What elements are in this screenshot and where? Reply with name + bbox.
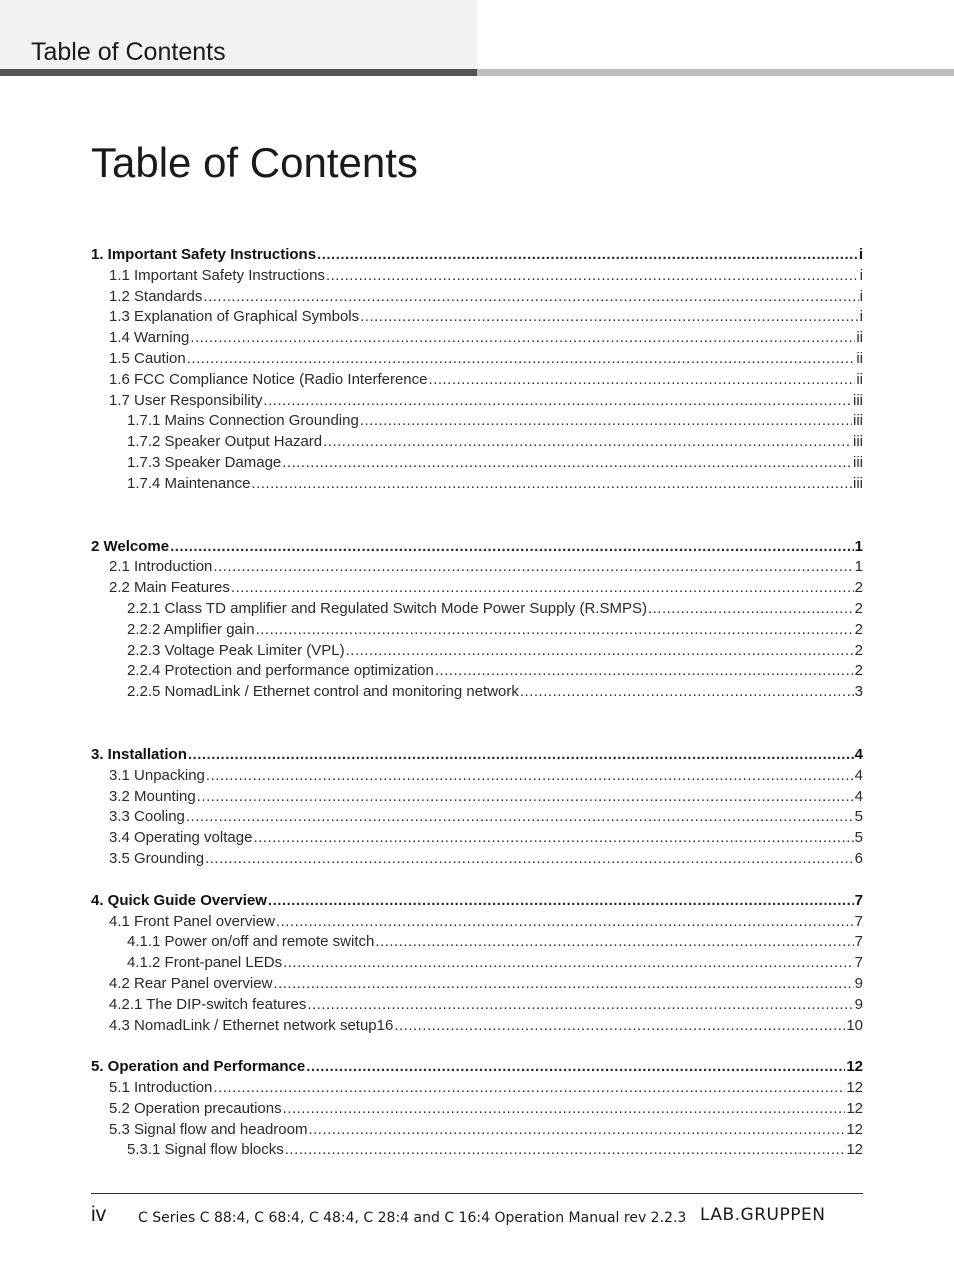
toc-leader-dots: [648, 599, 854, 620]
toc-entry-page: i: [859, 308, 863, 326]
toc-entry-page: 2: [854, 662, 863, 680]
toc-entry[interactable]: [91, 432, 863, 453]
toc-leader-dots: [251, 474, 852, 495]
toc-entry[interactable]: [91, 1016, 863, 1037]
toc-entry-page: iii: [853, 474, 863, 492]
toc-entry-page: ii: [856, 349, 863, 367]
toc-entry-title: 4.3 NomadLink / Ethernet network setup16: [109, 1016, 394, 1034]
toc-entry-page: 2: [854, 641, 863, 659]
toc-entry-page: i: [859, 287, 863, 305]
toc-leader-dots: [428, 370, 855, 391]
toc-entry-title: 1.7.4 Maintenance: [127, 474, 251, 492]
toc-entry[interactable]: [91, 578, 863, 599]
toc-entry[interactable]: [91, 557, 863, 578]
toc-leader-dots: [268, 891, 854, 912]
toc-entry[interactable]: [91, 620, 863, 641]
toc-entry-page: 5: [854, 808, 863, 826]
toc-entry-page: 2: [854, 599, 863, 617]
toc-entry[interactable]: [91, 766, 863, 787]
toc-entry-title: 4.1 Front Panel overview: [109, 912, 275, 930]
toc-leader-dots: [231, 578, 854, 599]
toc-leader-dots: [326, 266, 859, 287]
toc-entry-title: 4.2 Rear Panel overview: [109, 974, 273, 992]
toc-entry[interactable]: [91, 974, 863, 995]
toc-entry-page: 1: [854, 558, 863, 576]
toc-entry-page: 4: [854, 745, 863, 763]
toc-entry-title: 4. Quick Guide Overview: [91, 891, 267, 909]
toc-entry[interactable]: [91, 807, 863, 828]
toc-leader-dots: [213, 557, 853, 578]
toc-entry-page: 10: [846, 1016, 863, 1034]
toc-entry[interactable]: [91, 1140, 863, 1161]
footer-page-number: iv: [91, 1203, 107, 1226]
toc-entry[interactable]: [91, 599, 863, 620]
toc-entry-title: 1.7.3 Speaker Damage: [127, 453, 282, 471]
toc-entry-title: 1.5 Caution: [109, 349, 186, 367]
toc-leader-dots: [188, 745, 854, 766]
toc-leader-dots: [276, 912, 854, 933]
toc-entry-page: iii: [853, 433, 863, 451]
toc-leader-dots: [435, 661, 854, 682]
toc-leader-dots: [375, 932, 853, 953]
toc-entry[interactable]: [91, 641, 863, 662]
toc-entry[interactable]: [91, 1120, 863, 1141]
toc-entry-title: 2.2.3 Voltage Peak Limiter (VPL): [127, 641, 345, 659]
footer-rule: [91, 1193, 863, 1194]
toc-entry-title: 4.1.1 Power on/off and remote switch: [127, 933, 375, 951]
toc-entry[interactable]: [91, 828, 863, 849]
header-bar-light: [477, 69, 954, 76]
toc-leader-dots: [360, 411, 852, 432]
toc-entry-title: 2.2 Main Features: [109, 579, 230, 597]
toc-leader-dots: [306, 1057, 845, 1078]
toc-chapter-entry[interactable]: [91, 745, 863, 766]
toc-leader-dots: [323, 432, 852, 453]
toc-entry[interactable]: [91, 995, 863, 1016]
toc-entry[interactable]: [91, 307, 863, 328]
lab-gruppen-logo: [700, 1202, 864, 1224]
header-title: Table of Contents: [31, 38, 226, 66]
toc-entry-title: 4.1.2 Front-panel LEDs: [127, 954, 283, 972]
toc-leader-dots: [346, 641, 854, 662]
toc-entry[interactable]: [91, 1099, 863, 1120]
toc-entry[interactable]: [91, 287, 863, 308]
toc-section-gap: [91, 703, 863, 745]
toc-chapter-entry[interactable]: [91, 1057, 863, 1078]
toc-section: [91, 537, 863, 703]
toc-entry[interactable]: [91, 661, 863, 682]
toc-leader-dots: [282, 453, 852, 474]
toc-entry-title: 1.7.2 Speaker Output Hazard: [127, 433, 323, 451]
toc-entry-page: 9: [854, 974, 863, 992]
toc-entry-title: 2.2.2 Amplifier gain: [127, 620, 255, 638]
toc-chapter-entry[interactable]: [91, 537, 863, 558]
toc-leader-dots: [283, 953, 854, 974]
toc-entry-title: 3.4 Operating voltage: [109, 829, 253, 847]
toc-entry[interactable]: [91, 849, 863, 870]
toc-entry[interactable]: [91, 1078, 863, 1099]
toc-leader-dots: [186, 807, 854, 828]
toc-leader-dots: [213, 1078, 845, 1099]
toc-entry-title: 2.2.5 NomadLink / Ethernet control and monitoring network: [127, 683, 519, 701]
toc-entry-page: 12: [846, 1079, 863, 1097]
toc-leader-dots: [197, 787, 854, 808]
toc-leader-dots: [206, 766, 854, 787]
toc-entry[interactable]: [91, 328, 863, 349]
toc-section: [91, 245, 863, 495]
toc-leader-dots: [203, 287, 858, 308]
toc-entry-title: 2 Welcome: [91, 537, 170, 555]
toc-entry[interactable]: [91, 349, 863, 370]
toc-leader-dots: [360, 307, 859, 328]
toc-entry-page: i: [859, 266, 863, 284]
toc-entry-page: iii: [853, 412, 863, 430]
toc-entry-title: 1.2 Standards: [109, 287, 203, 305]
toc-entry-title: 5. Operation and Performance: [91, 1058, 306, 1076]
toc-entry-title: 2.2.1 Class TD amplifier and Regulated Switch Mode Power Supply (R.SMPS): [127, 599, 647, 617]
toc-entry-title: 1.4 Warning: [109, 329, 190, 347]
toc-leader-dots: [190, 328, 855, 349]
toc-entry-page: 1: [854, 537, 863, 555]
toc-entry-title: 3.5 Grounding: [109, 849, 205, 867]
header-bar-dark: [0, 69, 477, 76]
toc-entry-title: 4.2.1 The DIP-switch features: [109, 995, 307, 1013]
toc-entry[interactable]: [91, 682, 863, 703]
toc-entry-page: 4: [854, 787, 863, 805]
toc-entry-title: 3.1 Unpacking: [109, 766, 205, 784]
toc-leader-dots: [394, 1016, 845, 1037]
toc-entry-title: 1.7.1 Mains Connection Grounding: [127, 412, 359, 430]
toc-entry-title: 1.1 Important Safety Instructions: [109, 266, 325, 284]
toc-entry-title: 5.3.1 Signal flow blocks: [127, 1141, 284, 1159]
toc-entry-page: 2: [854, 579, 863, 597]
toc-entry[interactable]: [91, 912, 863, 933]
toc-leader-dots: [283, 1099, 846, 1120]
toc-leader-dots: [205, 849, 854, 870]
toc-entry-title: 3.2 Mounting: [109, 787, 196, 805]
toc-section: [91, 745, 863, 870]
toc-entry-page: 7: [854, 954, 863, 972]
toc-leader-dots: [256, 620, 854, 641]
toc-entry-page: ii: [856, 329, 863, 347]
toc-entry-page: i: [858, 246, 863, 263]
toc-entry-page: ii: [856, 370, 863, 388]
toc-section-gap: [91, 1036, 863, 1057]
toc-entry[interactable]: [91, 266, 863, 287]
toc-entry-title: 5.2 Operation precautions: [109, 1099, 282, 1117]
toc-leader-dots: [170, 537, 854, 558]
toc-entry[interactable]: [91, 453, 863, 474]
toc-entry-title: 3.3 Cooling: [109, 808, 185, 826]
toc-entry-page: 5: [854, 829, 863, 847]
toc-entry-page: 7: [854, 912, 863, 930]
toc-section-gap: [91, 495, 863, 537]
toc-leader-dots: [285, 1140, 846, 1161]
table-of-contents: [91, 245, 863, 1161]
toc-entry-page: iii: [853, 391, 863, 409]
toc-entry[interactable]: [91, 932, 863, 953]
toc-entry[interactable]: [91, 474, 863, 495]
toc-entry-title: 5.3 Signal flow and headroom: [109, 1120, 308, 1138]
toc-entry-title: 1.7 User Responsibility: [109, 391, 263, 409]
toc-entry-page: 7: [854, 933, 863, 951]
toc-entry-page: 3: [854, 683, 863, 701]
toc-section: [91, 1057, 863, 1161]
toc-leader-dots: [307, 995, 853, 1016]
toc-chapter-entry[interactable]: [91, 245, 863, 266]
toc-section: [91, 891, 863, 1037]
toc-entry-title: 1.3 Explanation of Graphical Symbols: [109, 308, 360, 326]
svg-text:LAB.GRUPPEN: LAB.GRUPPEN: [700, 1205, 826, 1224]
toc-leader-dots: [520, 682, 854, 703]
toc-entry-page: 12: [846, 1058, 863, 1076]
toc-entry-page: 7: [854, 891, 863, 909]
toc-leader-dots: [263, 391, 852, 412]
toc-section-gap: [91, 870, 863, 891]
toc-entry-page: iii: [853, 453, 863, 471]
toc-entry-title: 3. Installation: [91, 745, 187, 763]
toc-entry[interactable]: [91, 370, 863, 391]
toc-entry-title: 2.1 Introduction: [109, 558, 213, 576]
toc-entry-page: 12: [846, 1120, 863, 1138]
toc-entry-page: 6: [854, 849, 863, 867]
toc-leader-dots: [187, 349, 856, 370]
toc-entry-title: 1.6 FCC Compliance Notice (Radio Interference: [109, 370, 428, 388]
toc-leader-dots: [308, 1120, 845, 1141]
toc-entry-title: 1. Important Safety Instructions: [91, 246, 317, 263]
toc-entry-title: 2.2.4 Protection and performance optimization: [127, 662, 434, 680]
footer-manual-title: C Series C 88:4, C 68:4, C 48:4, C 28:4 and C 16:4 Operation Manual rev 2.2.3: [138, 1210, 687, 1226]
toc-entry-page: 12: [846, 1141, 863, 1159]
toc-entry-page: 4: [854, 766, 863, 784]
toc-entry[interactable]: [91, 787, 863, 808]
toc-entry[interactable]: [91, 411, 863, 432]
toc-entry-page: 12: [846, 1099, 863, 1117]
toc-chapter-entry[interactable]: [91, 891, 863, 912]
toc-leader-dots: [253, 828, 853, 849]
toc-entry[interactable]: [91, 391, 863, 412]
toc-entry-title: 5.1 Introduction: [109, 1079, 213, 1097]
toc-entry-page: 9: [854, 995, 863, 1013]
toc-entry[interactable]: [91, 953, 863, 974]
toc-leader-dots: [317, 245, 858, 266]
toc-leader-dots: [273, 974, 853, 995]
page-title: Table of Contents: [91, 139, 418, 186]
toc-entry-page: 2: [854, 620, 863, 638]
